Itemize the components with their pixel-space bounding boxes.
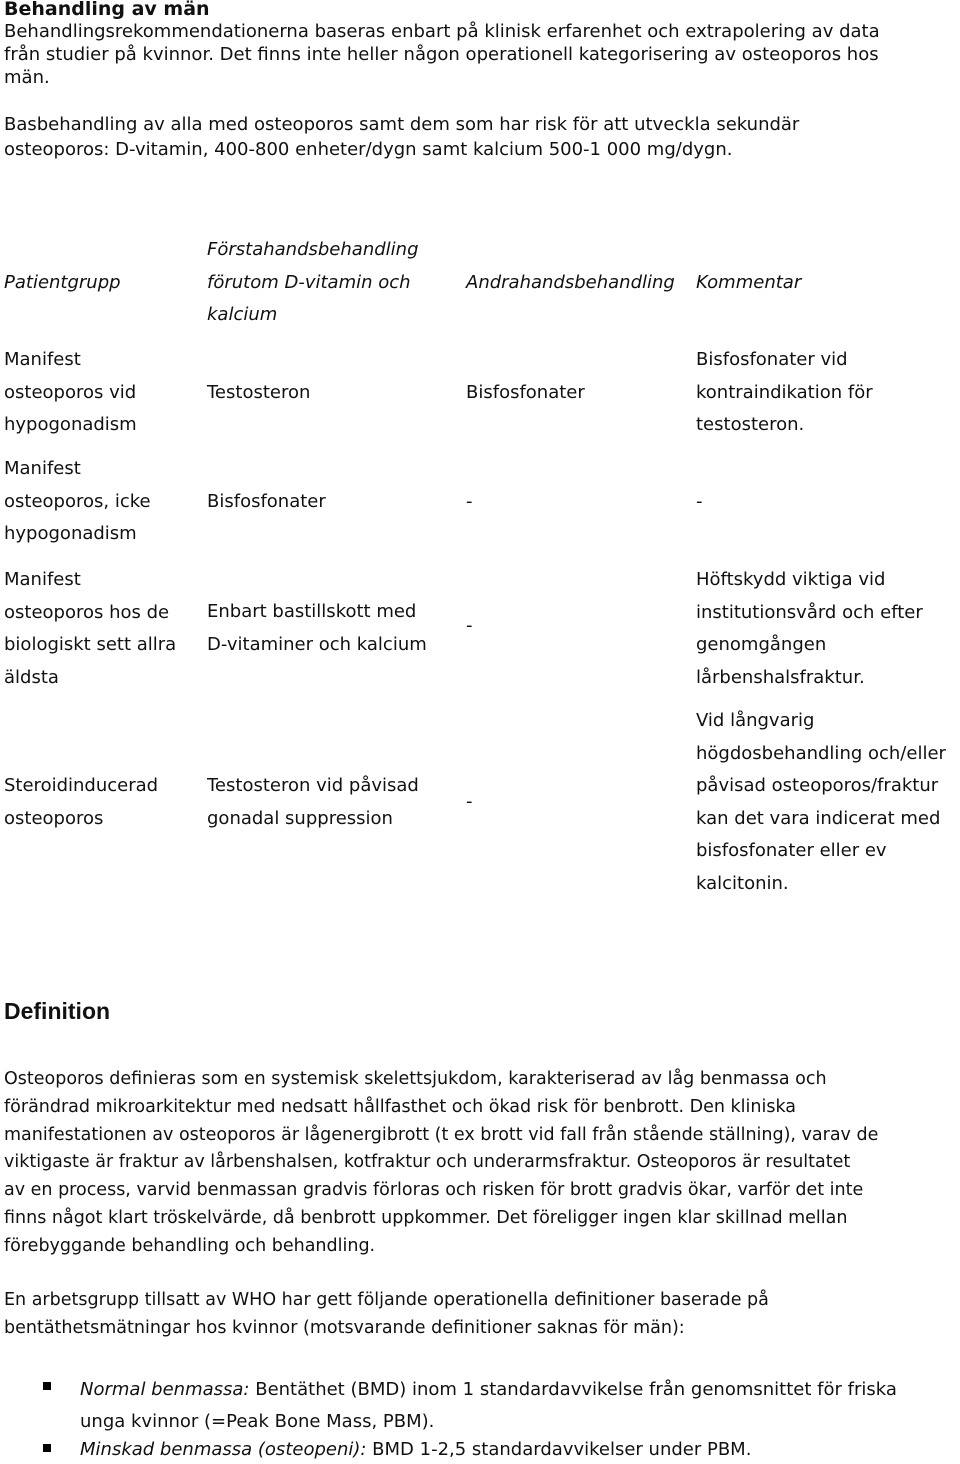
table-row-4-second: - xyxy=(466,791,473,812)
bullet-text: BMD 1-2,5 standardavvikelser under PBM. xyxy=(366,1439,752,1460)
intro-paragraph xyxy=(4,20,880,89)
bullet-item-minskad-benmassa xyxy=(80,1436,751,1464)
table-row-4-group: Steroidinducerad osteoporos xyxy=(4,775,159,829)
intro-line: män. xyxy=(4,67,50,88)
table-row-2-comment: - xyxy=(696,491,703,512)
bullet-square-icon xyxy=(43,1444,51,1452)
basic-line: osteoporos: D-vitamin, 400-800 enheter/dygn samt kalcium 500-1 000 mg/dygn. xyxy=(4,139,733,160)
bullet-item-normal-benmassa xyxy=(80,1374,897,1438)
basic-treatment-paragraph xyxy=(4,112,799,162)
table-row-2-first: Bisfosfonater xyxy=(207,491,326,512)
definition-paragraph-1: Osteoporos definieras som en systemisk skelettsjukdom, karakteriserad av låg benmassa och förändrad mikroarkitektur med nedsatt hållfasthet och ökad risk för benbrott. Den kliniska manifestationen av osteoporos är lågenergibrott (t ex brott vid fall från stående ställning), varav de viktigaste är fraktur av lårbenshalsen, kotfraktur och underarmsfraktur. Osteoporos är resultatet av en process, varvid benmassan gradvis förloras och risken för brott gradvis ökar, varför det inte finns något klart tröskelvärde, då benbrott uppkommer. Det föreligger ingen klar skillnad mellan förebyggande behandling och behandling. xyxy=(4,1069,879,1256)
table-row-1-first: Testosteron xyxy=(207,382,311,403)
table-row-2-group: Manifest osteoporos, icke hypogonadism xyxy=(4,458,151,544)
bullet-text-continued: unga kvinnor (=Peak Bone Mass, PBM). xyxy=(80,1411,435,1432)
definition-paragraph-2: En arbetsgrupp tillsatt av WHO har gett följande operationella definitioner baserade på bentäthetsmätningar hos kvinnor (motsvarande definitioner saknas för män): xyxy=(4,1290,769,1338)
table-row-3-first: Enbart bastillskott med D-vitaminer och kalcium xyxy=(207,601,427,655)
bullet-term: Normal benmassa: xyxy=(80,1379,250,1400)
table-row-1-group: Manifest osteoporos vid hypogonadism xyxy=(4,349,137,435)
bullet-term: Minskad benmassa (osteopeni): xyxy=(80,1439,367,1460)
header-kommentar: Kommentar xyxy=(696,272,802,293)
intro-line: Behandlingsrekommendationerna baseras enbart på klinisk erfarenhet och extrapolering av data xyxy=(4,21,880,42)
table-row-3-group: Manifest osteoporos hos de biologiskt sett allra äldsta xyxy=(4,569,177,688)
header-andrahandsbehandling: Andrahandsbehandling xyxy=(466,272,675,293)
header-patientgrupp: Patientgrupp xyxy=(4,272,121,293)
intro-line: från studier på kvinnor. Det finns inte heller någon operationell kategorisering av osteoporos hos xyxy=(4,44,879,65)
header-forstahandsbehandling: Förstahandsbehandling förutom D-vitamin och kalcium xyxy=(207,239,419,325)
bullet-text: Bentäthet (BMD) inom 1 standardavvikelse från genomsnittet för friska xyxy=(249,1379,897,1400)
table-row-4-first: Testosteron vid påvisad gonadal suppression xyxy=(207,775,419,829)
section-heading-behandling-av-man: Behandling av män xyxy=(4,0,210,20)
bullet-square-icon xyxy=(43,1382,51,1390)
table-row-3-second: - xyxy=(466,615,473,636)
section-heading-definition: Definition xyxy=(4,998,111,1024)
table-row-1-second: Bisfosfonater xyxy=(466,382,585,403)
table-row-4-comment: Vid långvarig högdosbehandling och/eller påvisad osteoporos/fraktur kan det vara indicerat med bisfosfonater eller ev kalcitonin. xyxy=(696,710,946,894)
table-row-1-comment: Bisfosfonater vid kontraindikation för testosteron. xyxy=(696,349,873,435)
table-row-3-comment: Höftskydd viktiga vid institutionsvård och efter genomgången lårbenshalsfraktur. xyxy=(696,569,923,688)
table-row-2-second: - xyxy=(466,491,473,512)
basic-line: Basbehandling av alla med osteoporos samt dem som har risk för att utveckla sekundär xyxy=(4,114,800,135)
